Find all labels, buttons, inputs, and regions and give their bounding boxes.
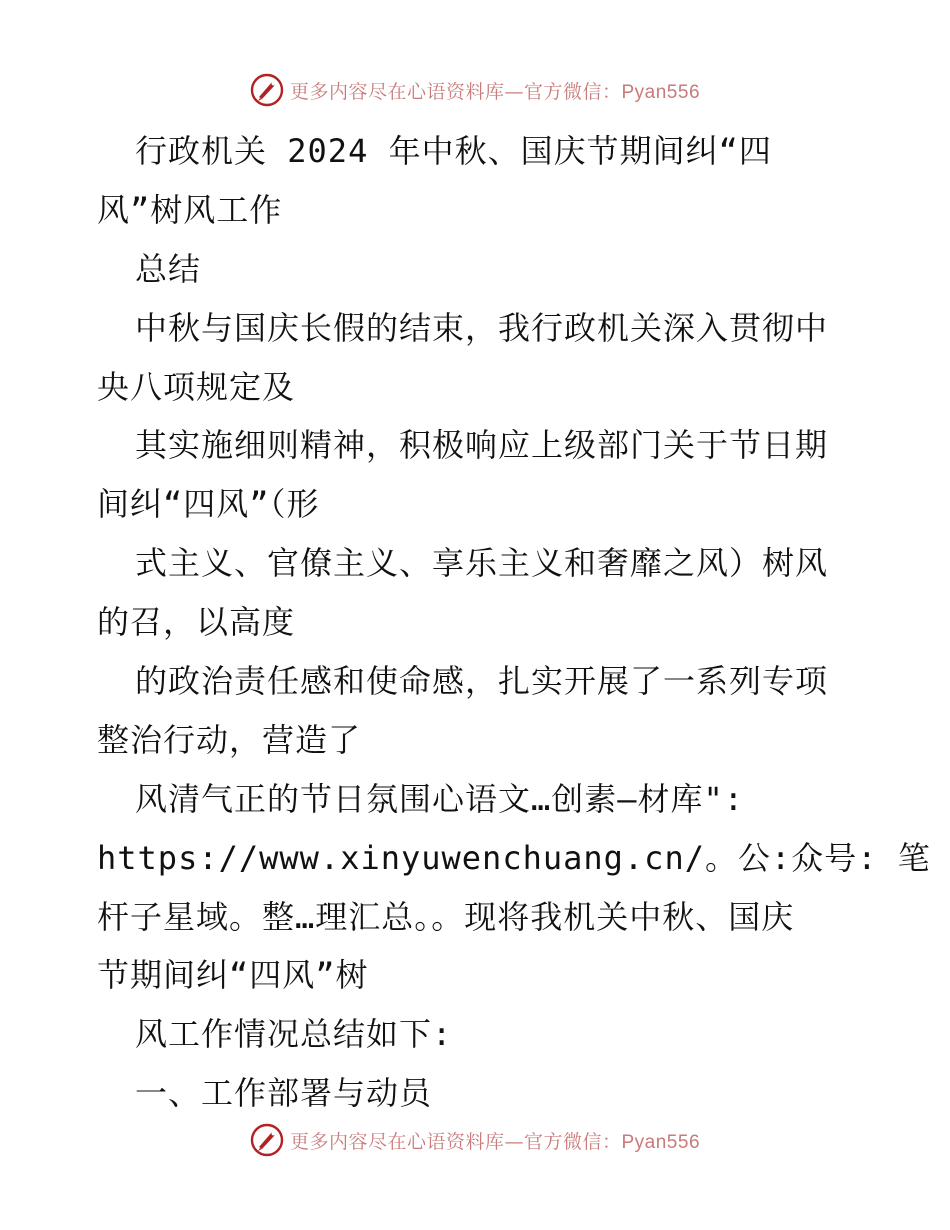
text-line: 整治行动，营造了 [97,720,362,759]
text-line: 央八项规定及 [97,367,296,406]
text-line: 一、工作部署与动员 [135,1074,433,1113]
quill-seal-icon [250,73,284,107]
text-line: 间纠“四风”（形 [97,485,320,524]
watermark-text: 更多内容尽在心语资料库—官方微信：Pyan556 [289,1130,701,1153]
text-line: 杆子星域。整…理汇总。。现将我机关中秋、国庆 [97,897,795,936]
watermark-content [250,73,700,107]
text-line: 风”树风工作 [97,190,283,229]
quill-seal-icon [250,1123,284,1157]
text-line: 行政机关 2024 年中秋、国庆节期间纠“四 [135,132,772,170]
text-line: 总结 [135,249,202,288]
text-line: 风清气正的节日氛围心语文…创素—材库": [135,779,745,818]
watermark-banner-top [0,70,950,110]
watermark-text: 更多内容尽在心语资料库—官方微信：Pyan556 [289,80,701,103]
text-line: https://www.xinyuwenchuang.cn/。公:众号: 笔 [97,838,931,877]
text-line: 的召，以高度 [97,603,296,642]
text-line: 的政治责任感和使命感，扎实开展了一系列专项 [135,662,829,701]
watermark-content [250,1123,700,1157]
text-line: 中秋与国庆长假的结束，我行政机关深入贯彻中 [135,308,829,347]
text-line: 其实施细则精神，积极响应上级部门关于节日期 [135,426,829,465]
text-line: 节期间纠“四风”树 [97,956,369,995]
document-body [97,122,931,1123]
text-line: 风工作情况总结如下: [135,1015,453,1054]
watermark-banner-bottom [0,1120,950,1160]
text-line: 式主义、官僚主义、享乐主义和奢靡之风）树风 [135,544,829,583]
